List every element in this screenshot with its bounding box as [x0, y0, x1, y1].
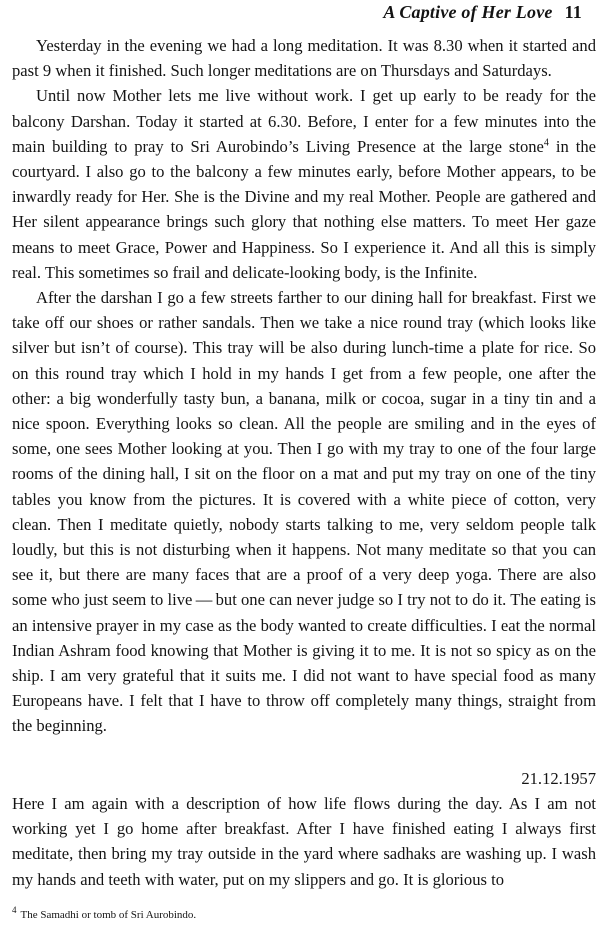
footnote-text: The Samadhi or tomb of Sri Aurobindo. [20, 909, 197, 921]
page-number: 11 [564, 2, 582, 22]
paragraph-balcony-darshan-text: Until now Mother lets me live without work. I get up early to be ready for the balcony Darshan. Today it started at 6.30. Before, I enter for a few minutes into the main building to pray to Sri Aurobindo’s Living Presence at the large stone [12, 86, 596, 156]
paragraph-balcony-darshan [12, 83, 596, 285]
footnote-number: 4 [12, 905, 17, 916]
chapter-title: A Captive of Her Love [383, 2, 553, 22]
running-head [383, 2, 582, 23]
entry-date: 21.12.1957 [521, 768, 596, 788]
paragraph-daily-life: Here I am again with a description of how life flows during the day. As I am not working yet I go home after breakfast. After I have finished eating I always first meditate, then bring my tray outside in the yard where sadhaks are washing up. I wash my hands and teeth with water, put on my slippers and go. It is glorious to [12, 793, 596, 889]
body-text [12, 33, 596, 892]
paragraph-evening-meditation: Yesterday in the evening we had a long meditation. It was 8.30 when it started and past 9 when it finished. Such longer meditations are on Thursdays and Saturdays. [12, 36, 596, 81]
paragraph-dining-hall: After the darshan I go a few streets farther to our dining hall for breakfast. First we take off our shoes or rather sandals. Then we take a nice round tray (which looks like silver but isn’t of course). This tray will be also during lunch-time a plate for rice. So on this round tray which I hold in my hands I get from a few people, one after the other: a big wonderfully tasty bun, a banana, milk or cocoa, sugar in a tiny tin and a nice spoon. Everything looks so clean. All the people are smiling and in the eyes of some, one sees Mother looking at you. Then I go with my tray to one of the four large rooms of the dining hall, I sit on the floor on a mat and put my tray on one of the tiny tables you know from the pictures. It is covered with a white piece of cotton, very clean. Then I meditate quietly, nobody starts talking to me, very seldom people talk loudly, but this is not disturbing when it happens. Not many meditate so that you can see it, but there are many faces that are a proof of a very deep yoga. There are also some who just seem to live — but one can never judge so I try not to do it. The eating is an intensive prayer in my case as the body wanted to create difficulties. I eat the normal Indian Ashram food knowing that Mother is giving it to me. It is not so spicy as on the ship. I am very grateful that it suits me. I did not want to have special food as many Europeans have. I felt that I have to throw off completely many things, straight from the beginning. [12, 288, 596, 736]
paragraph-balcony-darshan-tail: in the courtyard. I also go to the balcony a few minutes early, before Mother appears, to be inwardly ready for Her. She is the Divine and my real Mother. People are gathered and Her silent appearance brings such glory that nothing else matters. To meet Her gaze means to meet Grace, Power and Happiness. So I experience it. And all this is simply real. This sometimes so frail and delicate-looking body, is the Infinite. [12, 136, 596, 282]
footnote-reference: 4 [543, 137, 549, 149]
footnote [12, 905, 596, 922]
